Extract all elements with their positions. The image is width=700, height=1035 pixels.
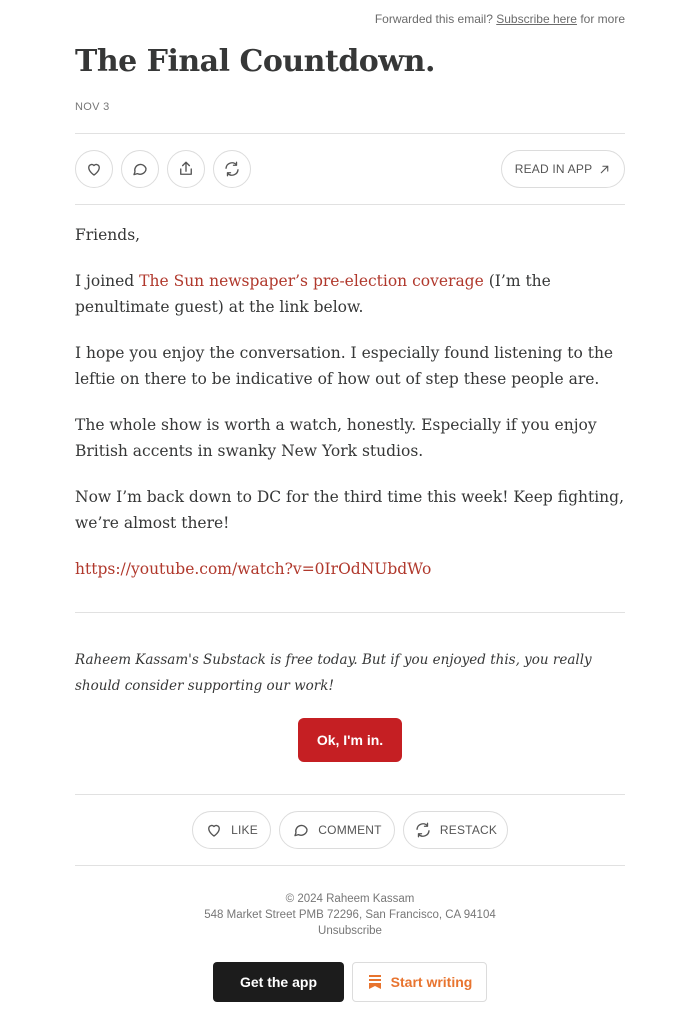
paragraph-3: The whole show is worth a watch, honestly. Especially if you enjoy British accents in swanky New York studios. (75, 416, 597, 460)
support-cta-text: Raheem Kassam's Substack is free today. But if you enjoyed this, you really should consider supporting our work! (75, 652, 592, 694)
read-in-app-label: READ IN APP (514, 162, 593, 176)
paragraph-2: I hope you enjoy the conversation. I especially found listening to the leftie on there to be indicative of how out of step these people are. (75, 344, 614, 388)
divider (75, 865, 625, 866)
restack-icon (223, 160, 241, 178)
divider (75, 794, 625, 795)
forward-suffix: for more (580, 12, 625, 26)
subscribe-link[interactable]: Subscribe here (496, 12, 577, 26)
divider (75, 204, 625, 205)
restack-label: RESTACK (439, 823, 498, 837)
start-writing-button[interactable] (352, 962, 487, 1002)
heart-icon (205, 821, 223, 839)
forward-notice (375, 12, 625, 26)
subscribe-button[interactable]: Ok, I'm in. (298, 718, 402, 762)
substack-logo-icon (367, 974, 383, 990)
comment-icon (292, 821, 310, 839)
restack-pill-button[interactable] (403, 811, 508, 849)
like-label: LIKE (231, 823, 258, 837)
youtube-link[interactable] (75, 556, 627, 582)
read-in-app-button[interactable] (501, 150, 625, 188)
restack-button[interactable] (213, 150, 251, 188)
forward-prefix: Forwarded this email? (374, 12, 493, 26)
paragraph-4: Now I’m back down to DC for the third time this week! Keep fighting, we’re almost there! (75, 488, 625, 532)
greeting: Friends, (75, 226, 141, 244)
divider (75, 612, 625, 613)
post-title: The Final Countdown. (75, 44, 435, 79)
like-button[interactable] (75, 150, 113, 188)
paragraph-1 (75, 268, 627, 320)
share-icon (177, 160, 195, 178)
sun-coverage-link[interactable]: The Sun newspaper’s pre-election coverage (139, 272, 484, 290)
comment-label: COMMENT (318, 823, 382, 837)
heart-icon (85, 160, 103, 178)
comment-icon (131, 160, 149, 178)
start-writing-label: Start writing (390, 974, 473, 990)
get-the-app-button[interactable]: Get the app (213, 962, 344, 1002)
share-button[interactable] (167, 150, 205, 188)
post-date: NOV 3 (75, 101, 110, 113)
p1-before: I joined (75, 272, 140, 290)
divider (75, 133, 625, 134)
like-pill-button[interactable] (192, 811, 271, 849)
comment-button[interactable] (121, 150, 159, 188)
copyright: © 2024 Raheem Kassam (285, 893, 415, 905)
comment-pill-button[interactable] (279, 811, 395, 849)
address: 548 Market Street PMB 72296, San Francisco, CA 94104 (204, 909, 496, 921)
restack-icon (414, 821, 432, 839)
arrow-up-right-icon (598, 163, 611, 176)
youtube-url[interactable]: https://youtube.com/watch?v=0IrOdNUbdWo (75, 560, 432, 578)
unsubscribe-link[interactable]: Unsubscribe (318, 925, 382, 937)
p1-after: (I’m the penultimate guest) at the link below. (75, 272, 551, 316)
